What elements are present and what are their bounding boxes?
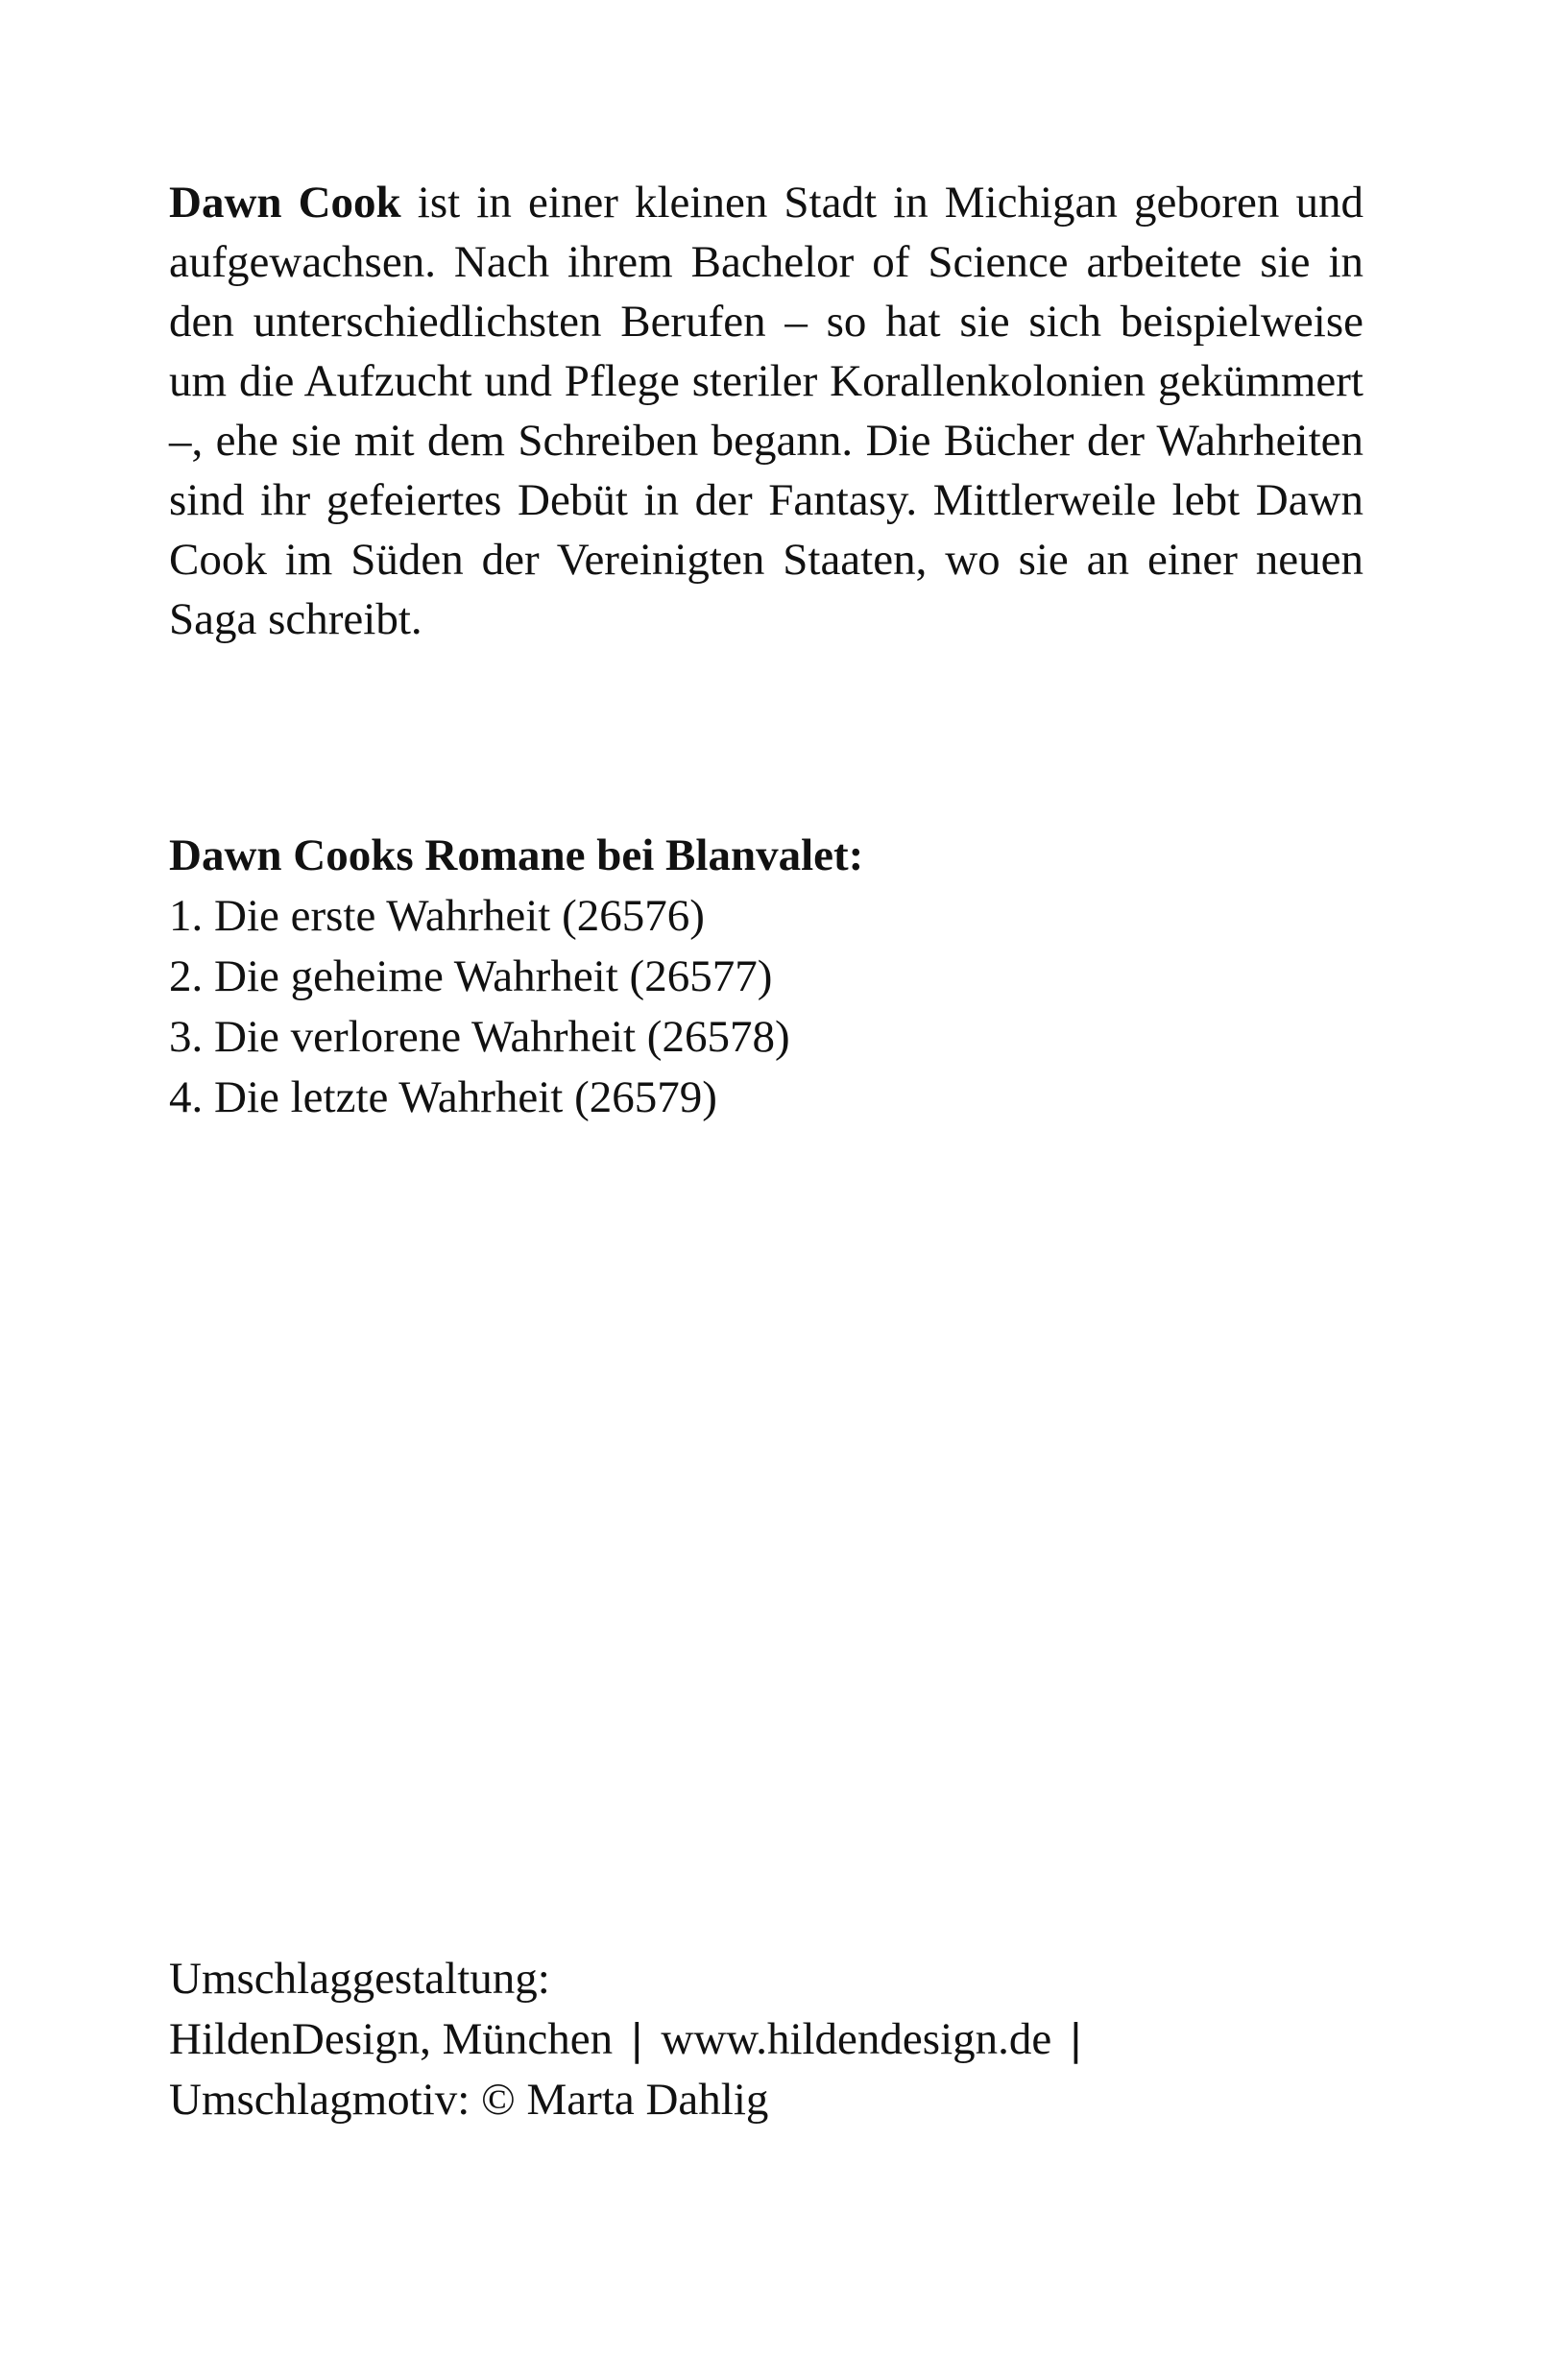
separator-2: | bbox=[1069, 2015, 1083, 2064]
author-bio-text: ist in einer kleinen Stadt in Michigan geboren und aufgewachsen. Nach ihrem Bachelor of Science arbeitete sie in den unterschiedlichsten Berufen – so hat sie sich beispielweise um die Aufzucht und Pflege steriler Korallenkolonien gekümmert –, ehe sie mit dem Schreiben begann. Die Bücher der Wahrheiten sind ihr gefeiertes Debüt in der Fantasy. Mittlerweile lebt Dawn Cook im Süden der Vereinigten Staaten, wo sie an einer neuen Saga schreibt. bbox=[169, 178, 1363, 644]
novels-section bbox=[169, 826, 1363, 1128]
novel-item-3: 3. Die verlorene Wahrheit (26578) bbox=[169, 1012, 790, 1062]
designer-website: www.hildendesign.de bbox=[661, 2014, 1052, 2064]
novel-item-4: 4. Die letzte Wahrheit (26579) bbox=[169, 1072, 717, 1122]
cover-credits bbox=[169, 1949, 1363, 2130]
novels-heading: Dawn Cooks Romane bei Blanvalet: bbox=[169, 830, 864, 880]
novel-item-2: 2. Die geheime Wahrheit (26577) bbox=[169, 951, 773, 1001]
cover-designer-line bbox=[169, 2009, 1363, 2070]
cover-designer: HildenDesign, München bbox=[169, 2014, 614, 2064]
author-bio bbox=[169, 173, 1363, 649]
novels-list bbox=[169, 886, 1363, 1128]
cover-motif: Umschlagmotiv: © Marta Dahlig bbox=[169, 2075, 769, 2125]
cover-design-label: Umschlaggestaltung: bbox=[169, 1954, 550, 2004]
separator-1: | bbox=[629, 2015, 644, 2064]
author-name: Dawn Cook bbox=[169, 178, 401, 228]
novel-item-1: 1. Die erste Wahrheit (26576) bbox=[169, 891, 705, 941]
